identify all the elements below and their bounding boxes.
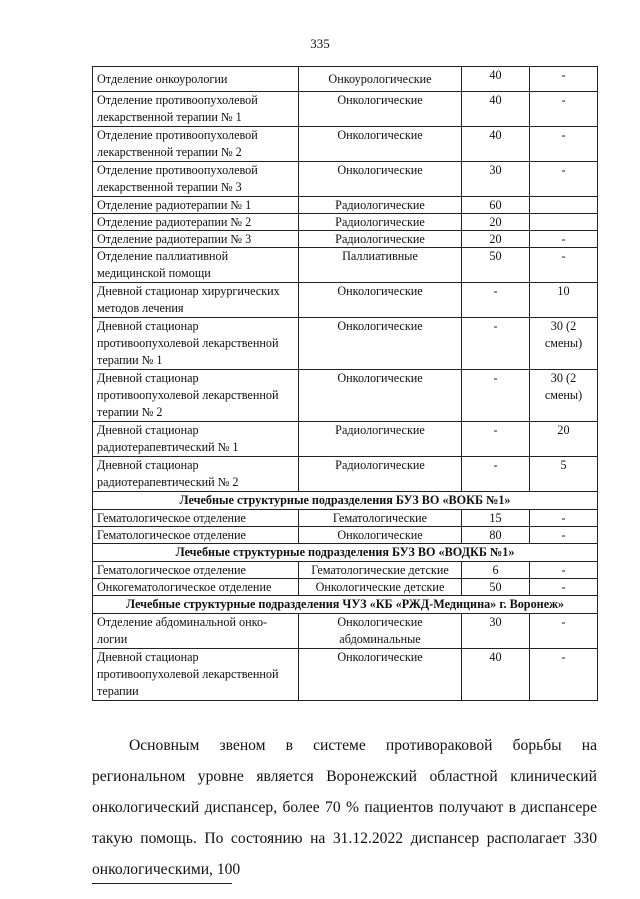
section-title: Лечебные структурные подразделения ЧУЗ «КБ «РЖД-Медицина» г. Воронеж» [93, 596, 598, 614]
bed-profile-cell: Онкологические [299, 92, 462, 127]
table-row [93, 510, 598, 527]
table-row [93, 283, 598, 318]
department-name-cell: Дневной стационар радиотерапевтический № 2 [93, 457, 299, 492]
day-beds-cell: - [530, 248, 598, 283]
footnote-divider [92, 883, 232, 884]
day-beds-cell: - [530, 614, 598, 649]
bed-profile-cell: Онкологические [299, 283, 462, 318]
day-beds-cell: - [530, 649, 598, 701]
round-the-clock-beds-cell: 6 [462, 562, 530, 579]
bed-profile-cell: Гематологические детские [299, 562, 462, 579]
round-the-clock-beds-cell: - [462, 283, 530, 318]
table-row [93, 162, 598, 197]
round-the-clock-beds-cell: 30 [462, 162, 530, 197]
table-row [93, 457, 598, 492]
bed-profile-cell: Радиологические [299, 457, 462, 492]
day-beds-cell: - [530, 579, 598, 596]
day-beds-cell: 10 [530, 283, 598, 318]
round-the-clock-beds-cell: 15 [462, 510, 530, 527]
table-row [93, 649, 598, 701]
department-name-cell: Гематологическое отделение [93, 510, 299, 527]
section-title: Лечебные структурные подразделения БУЗ ВО «ВОКБ №1» [93, 492, 598, 510]
table-row [93, 231, 598, 248]
round-the-clock-beds-cell: 60 [462, 197, 530, 214]
bed-profile-cell: Онкологические детские [299, 579, 462, 596]
round-the-clock-beds-cell: 40 [462, 92, 530, 127]
bed-profile-cell: Онкоурологические [299, 67, 462, 92]
department-name-cell: Дневной стационар хирургических методов лечения [93, 283, 299, 318]
section-header-row [93, 596, 598, 614]
day-beds-cell: - [530, 67, 598, 92]
beds-table [92, 66, 598, 701]
department-name-cell: Дневной стационар радиотерапевтический № 1 [93, 422, 299, 457]
table-row [93, 248, 598, 283]
table-row [93, 370, 598, 422]
department-name-cell: Дневной стационар противоопухолевой лекарственной терапии [93, 649, 299, 701]
page-number: 335 [310, 36, 330, 51]
section-header-row [93, 544, 598, 562]
round-the-clock-beds-cell: - [462, 318, 530, 370]
department-name-cell: Отделение противоопухолевой лекарственной терапии № 2 [93, 127, 299, 162]
department-name-cell: Отделение радиотерапии № 2 [93, 214, 299, 231]
round-the-clock-beds-cell: - [462, 370, 530, 422]
table-row [93, 67, 598, 92]
bed-profile-cell: Онкологические [299, 127, 462, 162]
body-text [92, 730, 597, 885]
day-beds-cell: - [530, 92, 598, 127]
department-name-cell: Отделение паллиативной медицинской помощи [93, 248, 299, 283]
day-beds-cell: - [530, 510, 598, 527]
department-name-cell: Отделение радиотерапии № 3 [93, 231, 299, 248]
day-beds-cell: 30 (2 смены) [530, 318, 598, 370]
bed-profile-cell: Радиологические [299, 197, 462, 214]
round-the-clock-beds-cell: 20 [462, 214, 530, 231]
table-row [93, 422, 598, 457]
round-the-clock-beds-cell: 50 [462, 248, 530, 283]
round-the-clock-beds-cell: 40 [462, 649, 530, 701]
bed-profile-cell: Онкологические абдоминальные [299, 614, 462, 649]
table-row [93, 318, 598, 370]
department-name-cell: Отделение противоопухолевой лекарственной терапии № 3 [93, 162, 299, 197]
round-the-clock-beds-cell: 40 [462, 67, 530, 92]
table-row [93, 614, 598, 649]
bed-profile-cell: Онкологические [299, 527, 462, 544]
body-paragraph: Основным звеном в системе противораковой борьбы на региональном уровне является Воронежский областной клинический онкологический диспансер, более 70 % пациентов получают в диспансере такую помощь. По состоянию на 31.12.2022 диспансер располагает 330 онкологическими, 100 [92, 737, 597, 878]
bed-profile-cell: Паллиативные [299, 248, 462, 283]
department-name-cell: Отделение противоопухолевой лекарственной терапии № 1 [93, 92, 299, 127]
day-beds-cell: - [530, 231, 598, 248]
table-row [93, 214, 598, 231]
bed-profile-cell: Радиологические [299, 422, 462, 457]
bed-profile-cell: Радиологические [299, 231, 462, 248]
beds-table-body [93, 67, 598, 701]
section-header-row [93, 492, 598, 510]
round-the-clock-beds-cell: 50 [462, 579, 530, 596]
day-beds-cell: - [530, 562, 598, 579]
bed-profile-cell: Радиологические [299, 214, 462, 231]
section-title: Лечебные структурные подразделения БУЗ ВО «ВОДКБ №1» [93, 544, 598, 562]
bed-profile-cell: Онкологические [299, 162, 462, 197]
day-beds-cell: - [530, 127, 598, 162]
round-the-clock-beds-cell: 80 [462, 527, 530, 544]
day-beds-cell: - [530, 527, 598, 544]
department-name-cell: Отделение радиотерапии № 1 [93, 197, 299, 214]
table-row [93, 92, 598, 127]
day-beds-cell: 30 (2 смены) [530, 370, 598, 422]
department-name-cell: Отделение абдоминальной онко-логии [93, 614, 299, 649]
day-beds-cell [530, 197, 598, 214]
table-row [93, 562, 598, 579]
bed-profile-cell: Гематологические [299, 510, 462, 527]
department-name-cell: Онкогематологическое отделение [93, 579, 299, 596]
table-row [93, 197, 598, 214]
department-name-cell: Гематологическое отделение [93, 562, 299, 579]
table-row [93, 579, 598, 596]
table-row [93, 527, 598, 544]
department-name-cell: Дневной стационар противоопухолевой лекарственной терапии № 2 [93, 370, 299, 422]
bed-profile-cell: Онкологические [299, 318, 462, 370]
bed-profile-cell: Онкологические [299, 370, 462, 422]
round-the-clock-beds-cell: 40 [462, 127, 530, 162]
day-beds-cell [530, 214, 598, 231]
round-the-clock-beds-cell: - [462, 422, 530, 457]
day-beds-cell: 5 [530, 457, 598, 492]
department-name-cell: Дневной стационар противоопухолевой лекарственной терапии № 1 [93, 318, 299, 370]
round-the-clock-beds-cell: - [462, 457, 530, 492]
bed-profile-cell: Онкологические [299, 649, 462, 701]
round-the-clock-beds-cell: 30 [462, 614, 530, 649]
department-name-cell: Отделение онкоурологии [93, 67, 299, 92]
round-the-clock-beds-cell: 20 [462, 231, 530, 248]
day-beds-cell: - [530, 162, 598, 197]
department-name-cell: Гематологическое отделение [93, 527, 299, 544]
table-row [93, 127, 598, 162]
day-beds-cell: 20 [530, 422, 598, 457]
